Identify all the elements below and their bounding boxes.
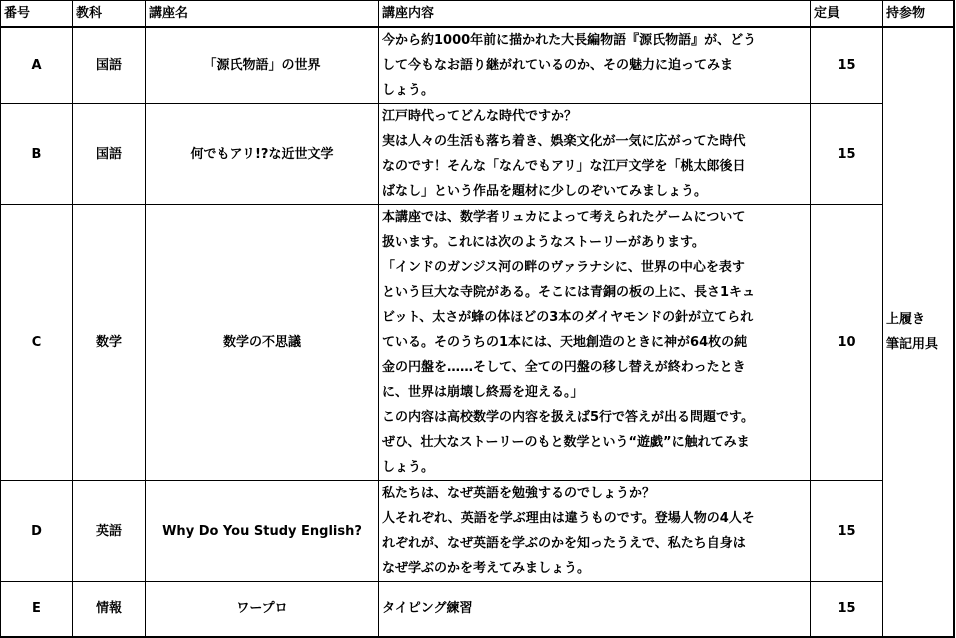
header-capacity: 定員 — [811, 1, 883, 28]
row-subject: 数学 — [73, 205, 146, 481]
row-capacity: 15 — [811, 481, 883, 582]
row-capacity: 15 — [811, 582, 883, 637]
row-subject: 国語 — [73, 27, 146, 104]
header-row — [1, 1, 954, 28]
content-line: 実は人々の生活も落ち着き、娯楽文化が一気に広がってた時代 — [382, 134, 746, 149]
row-capacity: 10 — [811, 205, 883, 481]
items-line: 筆記用具 — [886, 336, 939, 352]
content-line: 扱います。これには次のようなストーリーがあります。 — [382, 235, 705, 250]
table-row — [1, 582, 954, 637]
content-line: ばなし」という作品を題材に少しのぞいてみましょう。 — [382, 184, 708, 199]
content-line: タイピング練習 — [382, 601, 473, 617]
row-id: C — [1, 205, 73, 481]
content-line: ぜひ、壮大なストーリーのもと数学という“遊戯”に触れてみま — [382, 435, 750, 450]
table-row — [1, 104, 954, 205]
row-content — [379, 481, 811, 582]
row-subject: 英語 — [73, 481, 146, 582]
content-line: この内容は高校数学の内容を扱えば5行で答えが出る問題です。 — [382, 410, 755, 425]
content-line: に、世界は崩壊し終焉を迎える。」 — [382, 385, 584, 400]
row-subject: 国語 — [73, 104, 146, 205]
content-line: ている。そのうちの1本には、天地創造のときに神が64枚の純 — [382, 335, 748, 350]
row-capacity: 15 — [811, 104, 883, 205]
header-subject: 教科 — [73, 1, 146, 28]
table-row — [1, 205, 954, 481]
content-line: 江戸時代ってどんな時代ですか？ — [382, 109, 578, 124]
row-content — [379, 582, 811, 637]
table-row — [1, 27, 954, 104]
row-title: 「源氏物語」の世界 — [146, 27, 379, 104]
content-line: ビット、太さが蜂の体ほどの3本のダイヤモンドの針が立てられ — [382, 310, 754, 325]
row-subject: 情報 — [73, 582, 146, 637]
content-line: 本講座では、数学者リュカによって考えられたゲームについて — [382, 210, 746, 225]
row-id: E — [1, 582, 73, 637]
content-line: という巨大な寺院がある。そこには青銅の板の上に、長さ1キュ — [382, 285, 756, 300]
content-line: なぜ学ぶのかを考えてみましょう。 — [382, 561, 591, 576]
content-line: して今もなお語り継がれているのか、その魅力に迫ってみま — [382, 58, 734, 73]
row-title: 何でもアリ!?な近世文学 — [146, 104, 379, 205]
content-line: 私たちは、なぜ英語を勉強するのでしょうか？ — [382, 486, 656, 501]
content-line: 「インドのガンジス河の畔のヴァラナシに、世界の中心を表す — [382, 260, 745, 275]
content-line: 今から約1000年前に描かれた大長編物語『源氏物語』が、どう — [382, 33, 757, 48]
content-line: しょう。 — [382, 83, 435, 98]
content-line: 人それぞれ、英語を学ぶ理由は違うものです。登場人物の4人そ — [382, 511, 755, 526]
row-title: ワープロ — [146, 582, 379, 637]
content-line: 金の円盤を……そして、全ての円盤の移し替えが終わったとき — [382, 360, 746, 375]
row-title: Why Do You Study English? — [146, 481, 379, 582]
items-line: 上履き — [886, 311, 926, 327]
header-title: 講座名 — [146, 1, 379, 28]
row-content — [379, 27, 811, 104]
row-id: D — [1, 481, 73, 582]
row-title: 数学の不思議 — [146, 205, 379, 481]
row-id: A — [1, 27, 73, 104]
header-content: 講座内容 — [379, 1, 811, 28]
content-line: れぞれが、なぜ英語を学ぶのかを知ったうえで、私たち自身は — [382, 536, 746, 551]
content-line: なのです！そんな「なんでもアリ」な江戸文学を「桃太郎後日 — [382, 159, 746, 174]
row-content — [379, 205, 811, 481]
row-content — [379, 104, 811, 205]
content-line: しょう。 — [382, 460, 435, 475]
row-capacity: 15 — [811, 27, 883, 104]
row-id: B — [1, 104, 73, 205]
header-items: 持参物 — [883, 1, 954, 28]
header-id: 番号 — [1, 1, 73, 28]
items-cell — [883, 27, 954, 637]
table-row — [1, 481, 954, 582]
